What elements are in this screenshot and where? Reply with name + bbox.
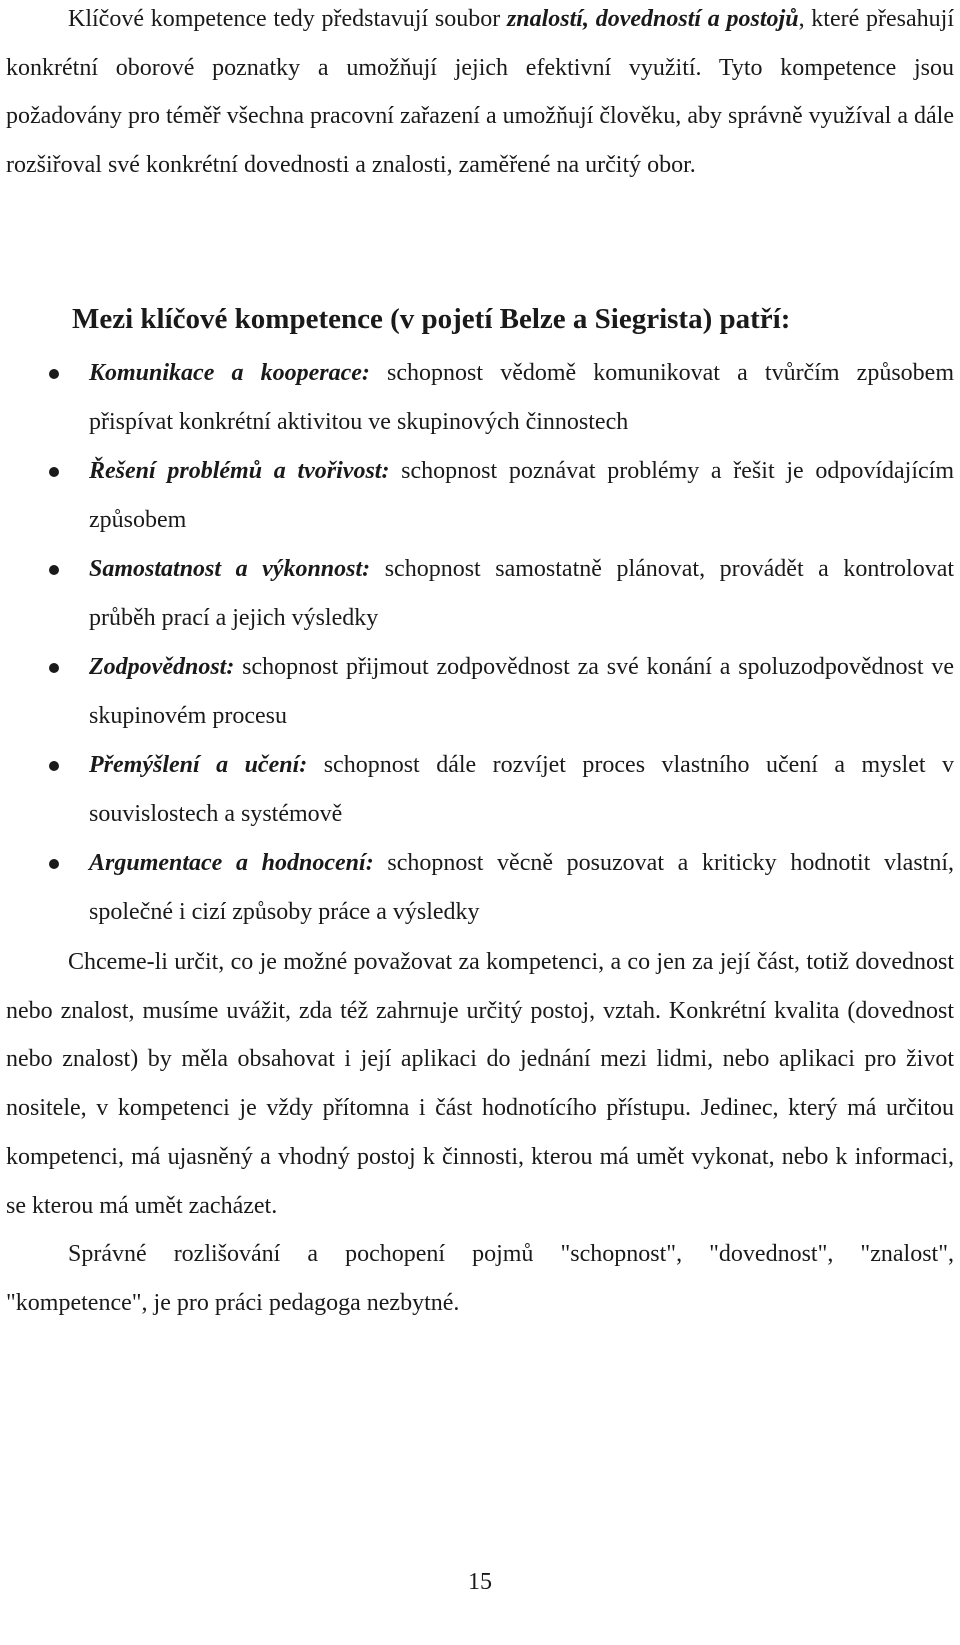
paragraph-terms: Správné rozlišování a pochopení pojmů "schopnost", "dovednost", "znalost", "kompetence", je pro práci pedagoga nezbytné. (6, 1241, 954, 1316)
body-text (6, 938, 954, 1328)
bullet-icon (49, 859, 59, 869)
competence-list (6, 349, 954, 937)
intro-text-start: Klíčové kompetence tedy představují soubor (68, 6, 507, 32)
competence-item (6, 545, 954, 643)
bullet-icon (49, 369, 59, 379)
intro-emphasis: znalostí, dovedností a postojů (506, 6, 799, 32)
competence-description: schopnost vědomě komunikovat a tvůrčím způsobem přispívat konkrétní aktivitou ve skupinových činnostech (89, 360, 954, 435)
page-number: 15 (468, 1569, 492, 1595)
competence-term: Zodpovědnost: (89, 654, 235, 680)
competence-term: Samostatnost a výkonnost: (89, 556, 371, 582)
paragraph-competence-definition: Chceme-li určit, co je možné považovat za kompetenci, a co jen za její část, totiž dovednost nebo znalost, musíme uvážit, zda též zahrnuje určitý postoj, vztah. Konkrétní kvalita (dovednost nebo znalost) by měla obsahovat i její aplikaci do jednání mezi lidmi, nebo aplikaci pro život nositele, v kompetenci je vždy přítomna i část hodnotícího přístupu. Jedinec, který má určitou kompetenci, má ujasněný a vhodný postoj k činnosti, kterou má umět vykonat, nebo k informaci, se kterou má umět zacházet. (6, 949, 954, 1219)
competence-item (6, 643, 954, 741)
intro-paragraph (6, 0, 954, 190)
bullet-icon (49, 565, 59, 575)
competence-term: Komunikace a kooperace: (89, 360, 370, 386)
competence-item (6, 741, 954, 839)
competence-description: schopnost přijmout zodpovědnost za své konání a spoluzodpovědnost ve skupinovém procesu (89, 654, 954, 729)
competence-description: schopnost poznávat problémy a řešit je odpovídajícím způsobem (89, 458, 954, 533)
competence-term: Řešení problémů a tvořivost: (89, 458, 390, 484)
competence-term: Argumentace a hodnocení: (89, 850, 374, 876)
section-heading: Mezi klíčové kompetence (v pojetí Belze a Siegrista) patří: (72, 303, 791, 335)
bullet-icon (49, 761, 59, 771)
competence-description: schopnost samostatně plánovat, provádět a kontrolovat průběh prací a jejich výsledky (89, 556, 955, 631)
competence-description: schopnost dále rozvíjet proces vlastního učení a myslet v souvislostech a systémově (89, 752, 954, 827)
competence-item (6, 349, 954, 447)
intro-text-end: , které přesahují konkrétní oborové poznatky a umožňují jejich efektivní využití. Tyto kompetence jsou požadovány pro téměř všechna pracovní zařazení a umožňují člověku, aby správně využíval a dále rozšiřoval své konkrétní dovednosti a znalosti, zaměřené na určitý obor. (6, 6, 954, 179)
competence-description: schopnost věcně posuzovat a kriticky hodnotit vlastní, společné i cizí způsoby práce a výsledky (89, 850, 955, 925)
bullet-icon (49, 467, 59, 477)
document-page (6, 0, 955, 1316)
competence-item (6, 839, 954, 937)
bullet-icon (49, 663, 59, 673)
competence-item (6, 447, 954, 545)
competence-term: Přemýšlení a učení: (89, 752, 308, 778)
